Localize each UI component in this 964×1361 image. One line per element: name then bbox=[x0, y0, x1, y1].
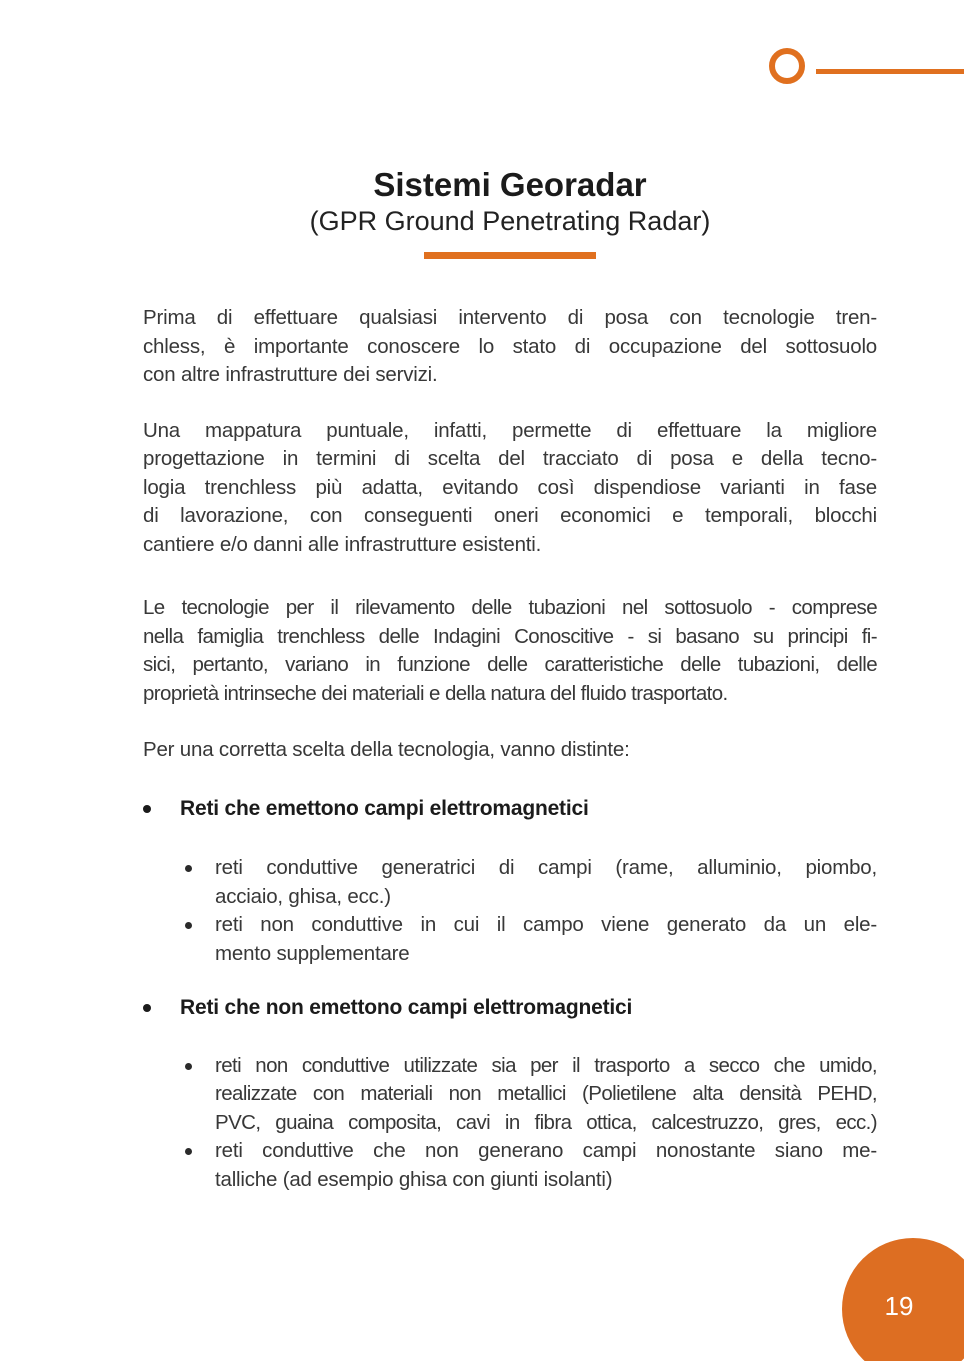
page-title: Sistemi Georadar bbox=[373, 166, 647, 203]
bullet-icon bbox=[143, 1004, 151, 1012]
title-underline bbox=[424, 252, 596, 259]
list-item bbox=[185, 854, 877, 911]
text-line: reti non conduttive utilizzate sia per il trasporto a secco che umido, bbox=[215, 1053, 877, 1077]
text-line: Prima di effettuare qualsiasi intervento di posa con tecnologie tren- bbox=[143, 306, 877, 329]
paragraph-2 bbox=[143, 417, 877, 560]
list-item-text bbox=[215, 911, 877, 968]
decorative-horizontal-line bbox=[816, 69, 964, 74]
text-line: reti conduttive generatrici di campi (rame, alluminio, piombo, bbox=[215, 856, 877, 879]
text-line: realizzate con materiali non metallici (Polietilene alta densità PEHD, bbox=[215, 1082, 877, 1105]
list-item-text bbox=[215, 1137, 877, 1194]
bullet-icon bbox=[185, 922, 192, 929]
bullet-icon bbox=[185, 1148, 192, 1155]
page-header bbox=[143, 167, 877, 259]
bullet-heading-row bbox=[143, 994, 877, 1023]
bullet-icon bbox=[143, 805, 151, 813]
text-line: reti non conduttive in cui il campo viene generato da un ele- bbox=[215, 913, 877, 936]
sub-bullet-list bbox=[143, 854, 877, 968]
paragraph-3 bbox=[143, 594, 877, 708]
page-number: 19 bbox=[884, 1291, 914, 1321]
text-line: nella famiglia trenchless delle Indagini Conoscitive - si basano su principi fi- bbox=[143, 624, 877, 648]
text-line: Per una corretta scelta della tecnologia, vanno distinte: bbox=[143, 738, 630, 761]
body-text-column bbox=[143, 304, 877, 1194]
sub-bullet-list bbox=[143, 1052, 877, 1195]
bullet-heading: Reti che non emettono campi elettromagnetici bbox=[180, 996, 633, 1019]
list-item bbox=[185, 1052, 877, 1138]
ring-icon bbox=[769, 48, 805, 84]
bullet-marker bbox=[143, 994, 180, 1023]
text-line: proprietà intrinseche dei materiali e della natura del fluido trasportato. bbox=[143, 681, 728, 705]
bullet-icon bbox=[185, 1063, 192, 1070]
text-line: con altre infrastrutture dei servizi. bbox=[143, 363, 438, 386]
bullet-icon bbox=[185, 865, 192, 872]
bullet-marker bbox=[185, 1052, 215, 1138]
bullet-marker bbox=[185, 1137, 215, 1194]
text-line: Una mappatura puntuale, infatti, permette di effettuare la migliore bbox=[143, 418, 877, 442]
list-item bbox=[185, 911, 877, 968]
text-line: logia trenchless più adatta, evitando così dispendiose varianti in fase bbox=[143, 475, 877, 499]
text-line: acciaio, ghisa, ecc.) bbox=[215, 884, 391, 908]
list-item-text bbox=[215, 854, 877, 911]
text-line: talliche (ad esempio ghisa con giunti isolanti) bbox=[215, 1167, 613, 1191]
bullet-heading: Reti che emettono campi elettromagnetici bbox=[180, 796, 589, 820]
text-line: chless, è importante conoscere lo stato di occupazione del sottosuolo bbox=[143, 334, 877, 358]
text-line: progettazione in termini di scelta del tracciato di posa e della tecno- bbox=[143, 447, 877, 470]
paragraph-intro-list bbox=[143, 736, 877, 765]
text-line: mento supplementare bbox=[215, 941, 410, 965]
list-item-text bbox=[215, 1052, 877, 1138]
paragraph-1 bbox=[143, 304, 877, 390]
bullet-heading-row bbox=[143, 795, 877, 824]
text-line: PVC, guaina composita, cavi in fibra ottica, calcestruzzo, gres, ecc.) bbox=[215, 1110, 877, 1134]
list-item bbox=[185, 1137, 877, 1194]
text-line: Le tecnologie per il rilevamento delle tubazioni nel sottosuolo - comprese bbox=[143, 596, 877, 619]
text-line: di lavorazione, con conseguenti oneri economici e temporali, blocchi bbox=[143, 504, 877, 527]
bullet-marker bbox=[143, 795, 180, 824]
bullet-marker bbox=[185, 911, 215, 968]
text-line: cantiere e/o danni alle infrastrutture esistenti. bbox=[143, 532, 542, 556]
page-subtitle: (GPR Ground Penetrating Radar) bbox=[309, 206, 711, 236]
bullet-marker bbox=[185, 854, 215, 911]
text-line: reti conduttive che non generano campi nonostante siano me- bbox=[215, 1139, 877, 1162]
text-line: sici, pertanto, variano in funzione delle caratteristiche delle tubazioni, delle bbox=[143, 653, 877, 676]
